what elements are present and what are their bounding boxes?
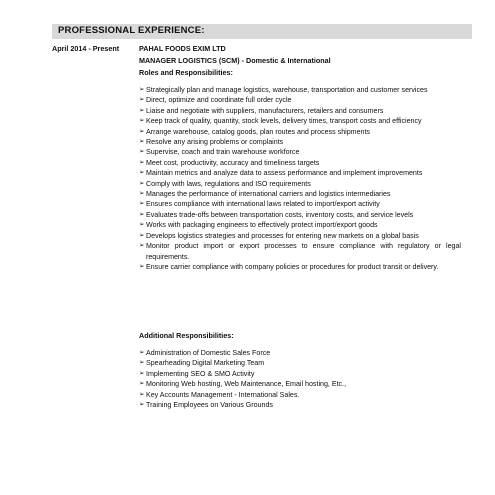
list-item-text: Comply with laws, regulations and ISO requirements [146,179,311,188]
list-item [139,116,461,126]
list-item [139,199,461,209]
arrow-bullet-icon: ➢ [139,390,145,398]
list-item-text: Maintain metrics and analyze data to assess performance and implement improvements [146,169,423,178]
list-item [139,158,461,168]
arrow-bullet-icon: ➢ [139,231,145,239]
list-item-text: Monitoring Web hosting, Web Maintenance, Email hosting, Etc., [146,380,347,389]
list-item-text: Key Accounts Management - International Sales. [146,390,300,399]
additional-responsibilities-list [139,348,461,410]
list-item [139,379,461,389]
arrow-bullet-icon: ➢ [139,86,145,93]
list-item-text: Ensure carrier compliance with company policies or procedures for product transit or delivery. [146,262,439,271]
arrow-bullet-icon: ➢ [139,380,145,388]
arrow-bullet-icon: ➢ [139,401,145,409]
responsibilities-list [139,85,461,272]
list-item-text: Strategically plan and manage logistics, warehouse, transportation and customer services [146,86,428,94]
arrow-bullet-icon: ➢ [139,369,145,377]
list-item-text: Keep track of quality, quantity, stock levels, delivery times, transport costs and efficiency [146,117,422,126]
list-item-text: Administration of Domestic Sales Force [146,349,271,357]
arrow-bullet-icon: ➢ [139,262,145,270]
list-item [139,137,461,147]
list-item-text: Meet cost, productivity, accuracy and timeliness targets [146,158,320,167]
arrow-bullet-icon: ➢ [139,242,145,250]
list-item-text: Develops logistics strategies and processes for entering new markets on a global basis [146,231,419,240]
arrow-bullet-icon: ➢ [139,359,145,367]
list-item-text: Liaise and negotiate with suppliers, manufacturers, retailers and consumers [146,106,384,115]
list-item [139,390,461,400]
job-role: MANAGER LOGISTICS (SCM) - Domestic & International [139,56,331,65]
list-item-text: Manages the performance of international carriers and logistics intermediaries [146,190,391,199]
list-item [139,95,461,105]
list-item [139,85,461,95]
list-item [139,220,461,230]
list-item [139,231,461,241]
arrow-bullet-icon: ➢ [139,210,145,218]
list-item [139,369,461,379]
roles-heading: Roles and Responsibilities: [139,68,233,77]
list-item [139,210,461,220]
arrow-bullet-icon: ➢ [139,179,145,187]
arrow-bullet-icon: ➢ [139,96,145,104]
arrow-bullet-icon: ➢ [139,200,145,208]
list-item-text: Implementing SEO & SMO Activity [146,369,255,378]
list-item-text: Arrange warehouse, catalog goods, plan routes and process shipments [146,127,370,136]
list-item-text: Training Employees on Various Grounds [146,401,273,410]
arrow-bullet-icon: ➢ [139,138,145,146]
arrow-bullet-icon: ➢ [139,158,145,166]
list-item [139,358,461,368]
arrow-bullet-icon: ➢ [139,349,145,356]
company-name: PAHAL FOODS EXIM LTD [139,44,226,53]
arrow-bullet-icon: ➢ [139,169,145,177]
list-item-text: Ensures compliance with international laws related to import/export activity [146,200,380,209]
arrow-bullet-icon: ➢ [139,221,145,229]
list-item [139,241,461,262]
list-item [139,106,461,116]
list-item [139,147,461,157]
additional-heading: Additional Responsibilities: [139,331,234,340]
arrow-bullet-icon: ➢ [139,127,145,135]
list-item-text: Monitor product import or export processes to ensure compliance with regulatory or legal requirements. [146,242,461,261]
list-item [139,189,461,199]
job-date-range: April 2014 - Present [52,44,120,53]
list-item-text: Resolve any arising problems or complaints [146,138,284,147]
list-item-text: Spearheading Digital Marketing Team [146,359,265,368]
list-item-text: Direct, optimize and coordinate full order cycle [146,96,292,105]
arrow-bullet-icon: ➢ [139,190,145,198]
list-item [139,168,461,178]
arrow-bullet-icon: ➢ [139,148,145,156]
arrow-bullet-icon: ➢ [139,106,145,114]
list-item [139,348,461,358]
list-item-text: Evaluates trade-offs between transportation costs, inventory costs, and service levels [146,210,414,219]
list-item [139,127,461,137]
section-title: PROFESSIONAL EXPERIENCE: [58,25,205,36]
list-item-text: Supervise, coach and train warehouse workforce [146,148,300,157]
list-item [139,400,461,410]
list-item [139,262,461,272]
list-item-text: Works with packaging engineers to effectively protect import/export goods [146,221,378,230]
list-item [139,179,461,189]
arrow-bullet-icon: ➢ [139,117,145,125]
